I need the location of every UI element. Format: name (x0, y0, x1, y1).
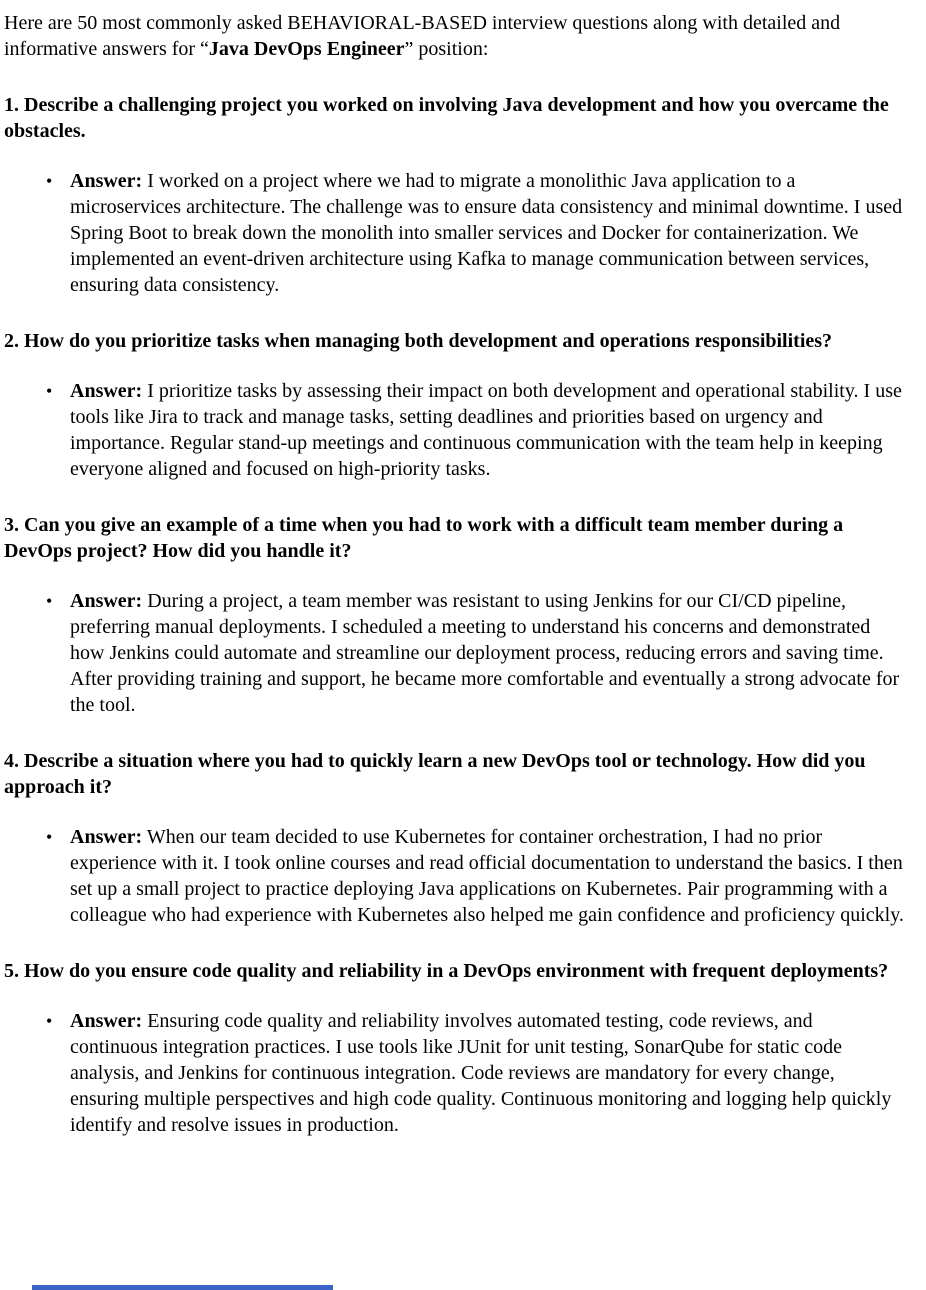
answer-body: I worked on a project where we had to migrate a monolithic Java application to a microservices architecture. The challenge was to ensure data consistency and minimal downtime. I used Spring Boot to break down the monolith into smaller services and Docker for containerization. We implemented an event-driven architecture using Kafka to manage communication between services, ensuring data consistency. (70, 170, 903, 296)
answer-list-4 (4, 824, 904, 928)
bullet-icon: • (46, 1011, 53, 1031)
answer-label: Answer: (70, 170, 143, 192)
answer-item (46, 168, 904, 298)
answer-item (46, 588, 904, 718)
answer-item (46, 1008, 904, 1138)
answer-list-3 (4, 588, 904, 718)
answer-body: Ensuring code quality and reliability involves automated testing, code reviews, and continuous integration practices. I use tools like JUnit for unit testing, SonarQube for static code analysis, and Jenkins for continuous integration. Code reviews are mandatory for every change, ensuring multiple perspectives and high code quality. Continuous monitoring and logging help quickly identify and resolve issues in production. (70, 1010, 892, 1136)
answer-label: Answer: (70, 380, 143, 402)
answer-body: I prioritize tasks by assessing their impact on both development and operational stability. I use tools like Jira to track and manage tasks, setting deadlines and priorities based on urgency and importance. Regular stand-up meetings and continuous communication with the team help in keeping everyone aligned and focused on high-priority tasks. (70, 380, 902, 480)
intro-text-after: ” position: (404, 38, 489, 60)
question-heading-5: 5. How do you ensure code quality and reliability in a DevOps environment with frequent deployments? (4, 960, 889, 982)
cutoff-link-bar (32, 1285, 333, 1290)
bullet-icon: • (46, 591, 53, 611)
question-heading-4: 4. Describe a situation where you had to quickly learn a new DevOps tool or technology. How did you approach it? (4, 750, 866, 798)
intro-position-title: Java DevOps Engineer (208, 38, 405, 60)
intro-text-before: Here are 50 most commonly asked BEHAVIORAL-BASED interview questions along with detailed and informative answers for “ (4, 12, 841, 60)
answer-label: Answer: (70, 826, 143, 848)
intro-paragraph (4, 10, 904, 62)
question-heading-3: 3. Can you give an example of a time when you had to work with a difficult team member during a DevOps project? How did you handle it? (4, 514, 844, 562)
question-heading-2: 2. How do you prioritize tasks when managing both development and operations responsibilities? (4, 330, 833, 352)
answer-label: Answer: (70, 590, 143, 612)
answer-list-2 (4, 378, 904, 482)
answer-body: When our team decided to use Kubernetes for container orchestration, I had no prior experience with it. I took online courses and read official documentation to understand the basics. I then set up a small project to practice deploying Java applications on Kubernetes. Pair programming with a colleague who had experience with Kubernetes also helped me gain confidence and proficiency quickly. (70, 826, 904, 926)
answer-body: During a project, a team member was resistant to using Jenkins for our CI/CD pipeline, preferring manual deployments. I scheduled a meeting to understand his concerns and demonstrated how Jenkins could automate and streamline our deployment process, reducing errors and saving time. After providing training and support, he became more comfortable and eventually a strong advocate for the tool. (70, 590, 900, 716)
answer-item (46, 824, 904, 928)
bullet-icon: • (46, 827, 53, 847)
answer-list-5 (4, 1008, 904, 1138)
question-heading-1: 1. Describe a challenging project you worked on involving Java development and how you overcame the obstacles. (4, 94, 889, 142)
answer-label: Answer: (70, 1010, 143, 1032)
answer-item (46, 378, 904, 482)
bullet-icon: • (46, 171, 53, 191)
answer-list-1 (4, 168, 904, 298)
bullet-icon: • (46, 381, 53, 401)
